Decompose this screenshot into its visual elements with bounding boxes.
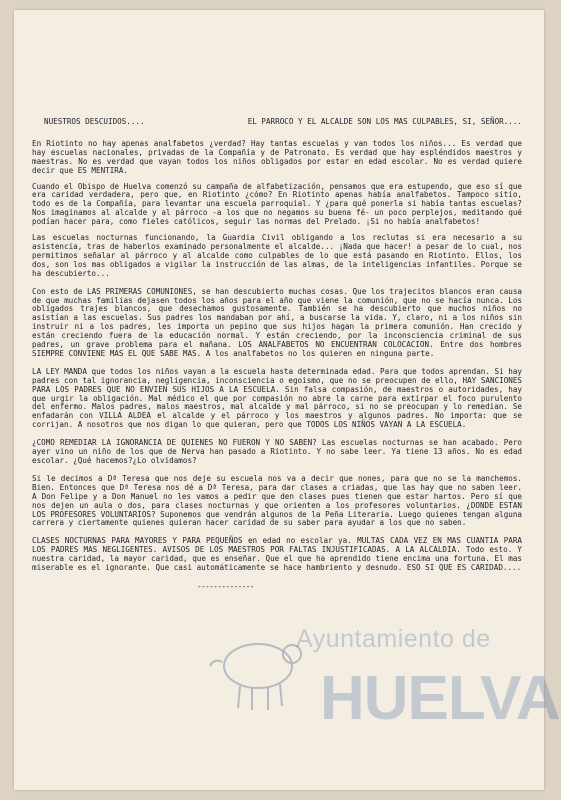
paragraph-6: ¿COMO REMEDIAR LA IGNORANCIA DE QUIENES NO FUERON Y NO SABEN? Las escuelas nocturnas se han acabado. Pero ayer vino un niño de los que de Nerva han pasado a Riotinto. Y no sabe leer. Ya tiene 13 años. No es edad escolar. ¿Qué hacemos?¿Lo olvidamos? (32, 438, 522, 465)
watermark-line-2: HUELVA (320, 664, 560, 733)
paragraph-5: LA LEY MANDA que todos los niños vayan a la escuela hasta determinada edad. Para que todos aprendan. Si hay padres con tal ignorancia, negligencia, inconsciencia o egoismo, que no se preocupen de ello, HAY SANCIONES PARA LOS PADRES QUE NO ENVIEN SUS HIJOS A LA ESCUELA. Sin falsa compasión, de maestros o autoridades, hay que urgir la obligación. Mal médico el que por compasión no abre la carne para extirpar el foco purulento del enfermo. Malos padres, malos maestros, mal alcalde y mal párroco, si no se preocupan y lo remedian. Se enfadarán con VILLA ALDEA el alcalde y el párroco y los maestros y algunos padres. No importa: que se corrijan. A nosotros que nos digan lo que quieran, pero que TODOS LOS NIÑOS VAYAN A LA ESCUELA. (32, 366, 522, 430)
paragraph-1: En Riotinto no hay apenas analfabetos ¿verdad? Hay tantas escuelas y van todos los niños... Es verdad que hay escuelas nacionales, privadas de la Compañía y de Patronato. Es verdad que hay espléndidos maestros y maestras. No es verdad que vayan todos los niños obligados por estar en edad escolar. No es verdad quiere decir que ES MENTIRA. (32, 138, 522, 175)
section-title: NUESTROS DESCUIDOS.... (44, 117, 145, 126)
article-header (44, 118, 522, 127)
watermark-line-1: Ayuntamiento de (296, 625, 491, 653)
paragraph-3: Las escuelas nocturnas funcionando, la Guardia Civil obligando a los reclutas si era necesario a su asistencia, tras de haberlos examinado personalmente el alcalde... ¡Nada que hacer! a pesar de lo cual, nos permitimos señalar al párroco y al alcalde como culpables de lo que está pasando en Riotinto. Ellos, los dos, son los mas obligados a vigilar la instrucción de las almas, de la inteligencias infantiles. Porque se ha descubierto... (32, 233, 522, 278)
paragraph-7: Si le decimos a Dª Teresa que nos deje su escuela nos va a decir que nones, para que no se la manchemos. Bien. Entonces que Dª Teresa nos dé a Dª Teresa, para dar clases a criadas, que las hay que no saben leer. A Don Felipe y a Don Manuel no les vamos a pedir que den clases pues tienen que estar hartos. Pero sí que nos dejen un aula o dos, para clases nocturnas y que orienten a los profesores voluntarios. ¿DONDE ESTAN LOS PROFESORES VOLUNTARIOS? Suponemos que vendrán algunos de la Peña Literaria. Luego quienes tengan alguna carrera y ciertamente quienes quieran hacer caridad de su saber para ayudar a los que no saben. (32, 473, 522, 528)
typewritten-article (32, 118, 522, 768)
paragraph-4: Con esto de LAS PRIMERAS COMUNIONES, se han descubierto muchas cosas. Que los trajecitos blancos eran causa de que muchas familias dejasen todos los años para el año que viene la comunión, que no se hacía nunca. Los obligados trajes blancos, que desechamos gustosamente. También se ha descubierto que muchos niños no asistían a las escuelas. Sus padres los mandaban por ahí, a buscarse la vida. Y, claro, ni a los niños sin instruir ni a los padres, les importa un pepino que sus hijos hagan la primera comunión. Han crecido y están creciendo fuera de la educación normal. Y están creciendo, por la inconsciencia criminal de sus padres, un grave problema para el mañana. LOS ANALFABETOS NO ENCUENTRAN COLOCACION. Entre dos hombres SIEMPRE CONVIENE MAS EL QUE SABE MAS. A los analfabetos no los quieren en ninguna parte. (32, 286, 522, 358)
paragraph-2: Cuando el Obispo de Huelva comenzó su campaña de alfabetización, pensamos que era estupendo, que eso sí que era caridad verdadera, pero que, en Riotinto ¿cómo? En Riotinto apenas había analfabetos. Tampoco sitio, todo es de la Compañía, para levantar una escuela parroquial. Y ¿para qué ponerla si había tantas escuelas? Nos imaginamos al alcalde y al párroco -a los que no negamos su buena fé- un poco perplejos, meditando qué podían hacer para, como fieles católicos, seguir las normas del Prelado. ¡Si no había analfabetos! (32, 181, 522, 227)
article-headline: EL PARROCO Y EL ALCALDE SON LOS MAS CULPABLES, SI, SEÑOR.... (247, 117, 522, 126)
paragraph-8: CLASES NOCTURNAS PARA MAYORES Y PARA PEQUEÑOS en edad no escolar ya. MULTAS CADA VEZ EN MAS CUANTIA PARA LOS PADRES MAS NEGLIGENTES. AVISOS DE LOS MAESTROS POR FALTAS INJUSTIFICADAS. A LA ALCALDIA. Todo esto. Y nuestra caridad, la mayor caridad, que es enseñar. Que el que ha aprendido tiene encima una fortuna. El mas miserable es el ignorante. Que casi automáticamente se hace hambriento y desnudo. ESO SI QUE ES CARIDAD.... (32, 536, 522, 573)
closing-divider: -------------- (197, 581, 255, 591)
